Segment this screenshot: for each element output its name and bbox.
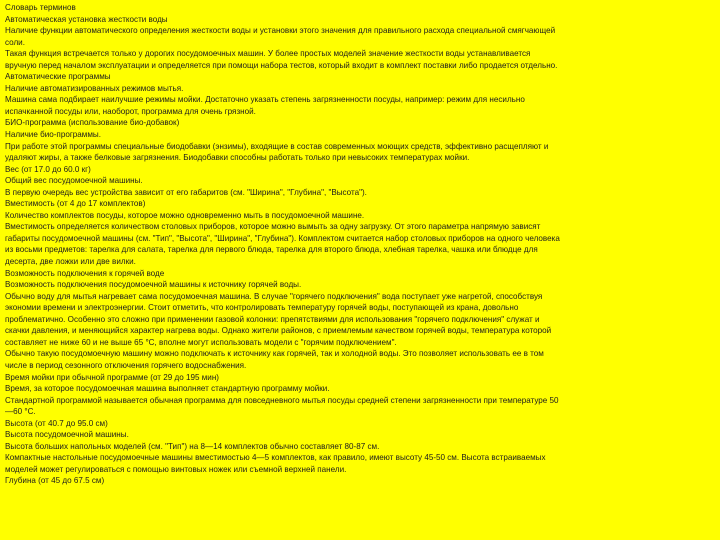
term-text: Наличие био-программы. [5,130,101,140]
glossary-title: Словарь терминов [5,3,76,12]
term-text: Возможность подключения посудомоечной машины к источнику горячей воды. [5,280,302,290]
term-text: Высота больших напольных моделей (см. "Тип") на 8—14 комплектов обычно составляет 80-87 см. [5,441,380,451]
term-heading: БИО-программа (использование био-добавок) [5,118,180,128]
term-text: испачканной посуды или, наоборот, программа для очень грязной. [5,106,256,116]
term-heading: Возможность подключения к горячей воде [5,268,165,278]
term-heading: Время мойки при обычной программе (от 29 до 195 мин) [5,372,219,382]
term-text: проблематично. Особенно это сложно при применении газовой колонки: препятствиями для использования "горячего подключения" служат и [5,314,540,324]
term-text: экономии времени и электроэнергии. Стоит отметить, что контролировать температуру горячей воды, поступающей из крана, довольно [5,303,519,313]
term-text: Наличие автоматизированных режимов мытья. [5,83,184,93]
term-text: десерта, две ложки или две вилки. [5,257,136,267]
term-text: Высота посудомоечной машины. [5,430,129,440]
term-text: вручную перед началом эксплуатации и определяется при помощи набора тестов, который входит в комплект поставки либо продается отдельно. [5,60,558,70]
term-text: скачки давления, и меняющийся характер нагрева воды. Однако жители районов, с приемлемым качеством горячей воды, температура которой [5,326,552,336]
term-text: соли. [5,37,25,47]
term-heading: Высота (от 40.7 до 95.0 см) [5,418,108,428]
term-text: Стандартной программой называется обычная программа для повседневного мытья посуды средней степени загрязненности при температуре 50 [5,395,559,405]
term-text: удаляют жиры, а также белковые загрязнения. Биодобавки способны работать только при невысоких температурах мойки. [5,153,470,163]
term-text: Вместимость определяется количеством столовых приборов, которое можно вымыть за одну загрузку. От этого параметра напрямую зависят [5,222,541,232]
term-heading: Вместимость (от 4 до 17 комплектов) [5,199,146,209]
term-text: числе в период сезонного отключения горячего водоснабжения. [5,360,247,370]
term-text: В первую очередь вес устройства зависит от его габаритов (см. "Ширина", "Глубина", "Высота"). [5,187,367,197]
term-text: Обычно такую посудомоечную машину можно подключать к источнику как горячей, так и холодной воды. Это позволяет использовать ее в том [5,349,544,359]
term-heading: Автоматическая установка жесткости воды [5,14,168,24]
term-text: моделей может регулироваться с помощью винтовых ножек или съемной верхней панели. [5,464,347,474]
term-heading: Глубина (от 45 до 67.5 см) [5,476,105,486]
term-text: составляет не ниже 60 и не выше 65 °С, вполне могут использовать модели с "горячим подключением". [5,337,397,347]
term-text: Такая функция встречается только у дорогих посудомоечных машин. У более простых моделей значение жесткости воды устанавливается [5,49,531,59]
term-text: габариты посудомоечной машины (см. "Тип", "Высота", "Ширина", "Глубина"). Комплектом считается набор столовых приборов на одного человека [5,233,560,243]
term-text: —60 °С. [5,407,36,417]
term-text: Количество комплектов посуды, которое можно одновременно мыть в посудомоечной машине. [5,210,365,220]
term-heading: Вес (от 17.0 до 60.0 кг) [5,164,91,174]
term-heading: Автоматические программы [5,72,111,82]
term-text: Компактные настольные посудомоечные машины вместимостью 4—5 комплектов, как правило, имеют высоту 45-50 см. Высота встраиваемых [5,453,546,463]
term-text: При работе этой программы специальные биодобавки (энзимы), входящие в состав современных моющих средств, эффективно расщепляют и [5,141,549,151]
term-text: Общий вес посудомоечной машины. [5,176,143,186]
term-text: Наличие функции автоматического определения жесткости воды и установки этого значения для правильного расхода специальной смягчающей [5,26,556,36]
term-text: Обычно воду для мытья нагревает сама посудомоечная машина. В случае "горячего подключения" вода поступает уже нагретой, способствуя [5,291,543,301]
term-text: Машина сама подбирает наилучшие режимы мойки. Достаточно указать степень загрязненности посуды, например: режим для несильно [5,95,525,105]
term-text: из восьми предметов: тарелка для салата, тарелка для первого блюда, тарелка для второго блюда, хлебная тарелка, чашка или блюдце для [5,245,538,255]
term-text: Время, за которое посудомоечная машина выполняет стандартную программу мойки. [5,384,330,394]
